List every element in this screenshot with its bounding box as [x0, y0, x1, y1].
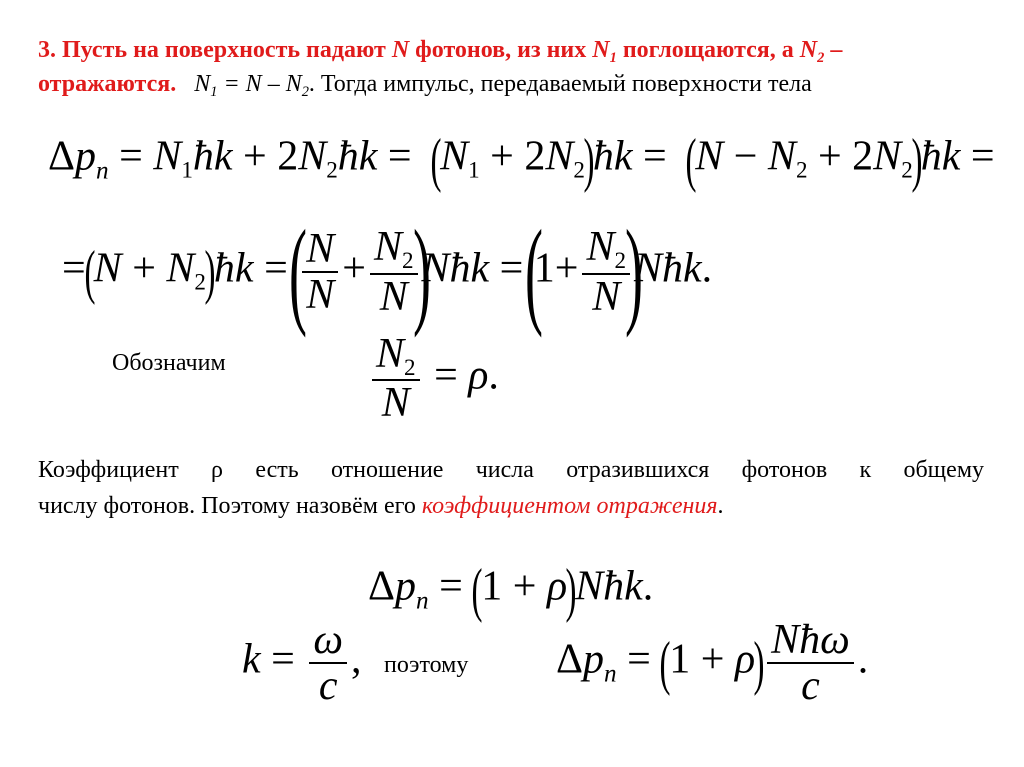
equation-momentum-final: $\Delta p_n = (1 + \rho)$ $\frac{\text{Nħω}}{c}$ .: [556, 617, 869, 710]
var-n: N: [391, 37, 410, 63]
equation-momentum-1: $\Delta p_n$ = $N_1ħk$ + $2N_2ħk = (N_1$ + $2N_2)ħk = (N - N_2$ + $2N_2)ħk$ =: [48, 127, 995, 193]
reflection-coefficient-term: коэффициентом отражения: [421, 493, 718, 519]
equation-momentum-rho: $\Delta p_n = (1$ + ρ)Nħk.: [368, 557, 654, 623]
problem-line-1: 3. Пусть на поверхность падают N фотонов, из них $N_1$ поглощаются, а $N_2$ –: [38, 37, 843, 67]
equation-wave-number: k = $\frac{\omega}{c}$ ,: [242, 617, 362, 710]
coefficient-line-1: Коэффициент ρ есть отношение числа отразившихся фотонов к общему: [38, 457, 984, 483]
therefore-label: поэтому: [384, 652, 469, 678]
equation-rho-definition: $\frac{N_2}{N}$ = ρ.: [368, 332, 499, 425]
equation-momentum-2: $=(N + N_2)ħk$ = ( $\frac{N}{N}$ + $\frac{N_2}{N}$ )Nħk = (1+ $\frac{N_2}{N}$ )Nħk.: [62, 205, 713, 338]
coefficient-line-2: числу фотонов. Поэтому назовём его коэффициентом отражения.: [38, 493, 724, 519]
denote-label: Обозначим: [112, 350, 226, 376]
problem-line-2: отражаются. $N_1 = N - N_2$. Тогда импульс, передаваемый поверхности тела: [38, 71, 812, 101]
